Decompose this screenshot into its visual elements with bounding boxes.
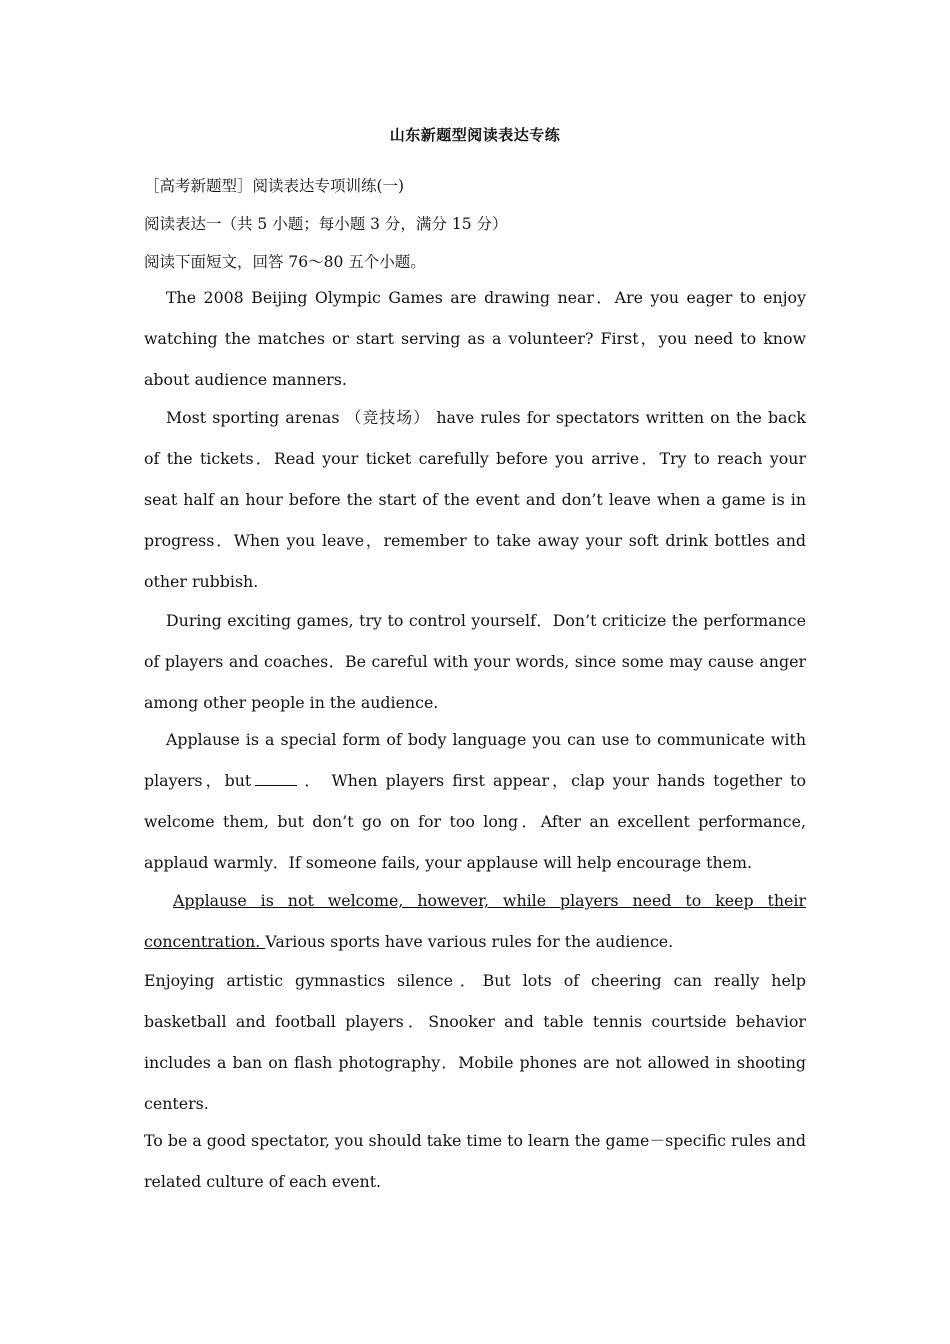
subtitle: ［高考新题型］阅读表达专项训练(一) xyxy=(144,177,405,195)
paragraph-7: To be a good spectator, you should take time to learn the game－specific rules and related culture of each event. xyxy=(144,1131,806,1191)
section-header: 阅读表达一（共 5 小题；每小题 3 分，满分 15 分） xyxy=(144,215,508,233)
paragraph-4 xyxy=(144,719,806,883)
paragraph-1: The 2008 Beijing Olympic Games are drawing near．Are you eager to enjoy watching the matches or start serving as a volunteer? First，you need to know about audience manners. xyxy=(144,288,806,389)
page-title: 山东新题型阅读表达专练 xyxy=(389,126,561,144)
paragraph-4-part-2: ． When players first appear，clap your hands together to welcome them, but don’t go on for too long．After an excellent performance, applaud warmly．If someone fails, your applause will help encourage them. xyxy=(144,771,807,872)
paragraph-5-rest: Various sports have various rules for the audience. xyxy=(265,932,674,951)
paragraph-3: During exciting games, try to control yourself．Don’t criticize the performance of players and coaches．Be careful with your words, since some may cause anger among other people in the audience. xyxy=(144,611,806,712)
answer-blank xyxy=(255,784,297,786)
paragraph-5 xyxy=(144,880,806,962)
paragraph-2: Most sporting arenas （竞技场） have rules for spectators written on the back of the tickets．Read your ticket carefully before you arrive．Try to reach your seat half an hour before the start of the event and don’t leave when a game is in progress．When you leave，remember to take away your soft drink bottles and other rubbish. xyxy=(144,408,806,591)
underlined-sentence: Applause is not welcome, however, while players need to keep their concentration. xyxy=(144,891,806,951)
paragraph-4-part-1: Applause is a special form of body language you can use to communicate with players，but xyxy=(144,730,806,790)
instruction: 阅读下面短文，回答 76～80 五个小题。 xyxy=(144,253,426,271)
paragraph-6: Enjoying artistic gymnastics silence．But lots of cheering can really help basketball and football players．Snooker and table tennis courtside behavior includes a ban on flash photography．Mobile phones are not allowed in shooting centers. xyxy=(144,971,806,1113)
